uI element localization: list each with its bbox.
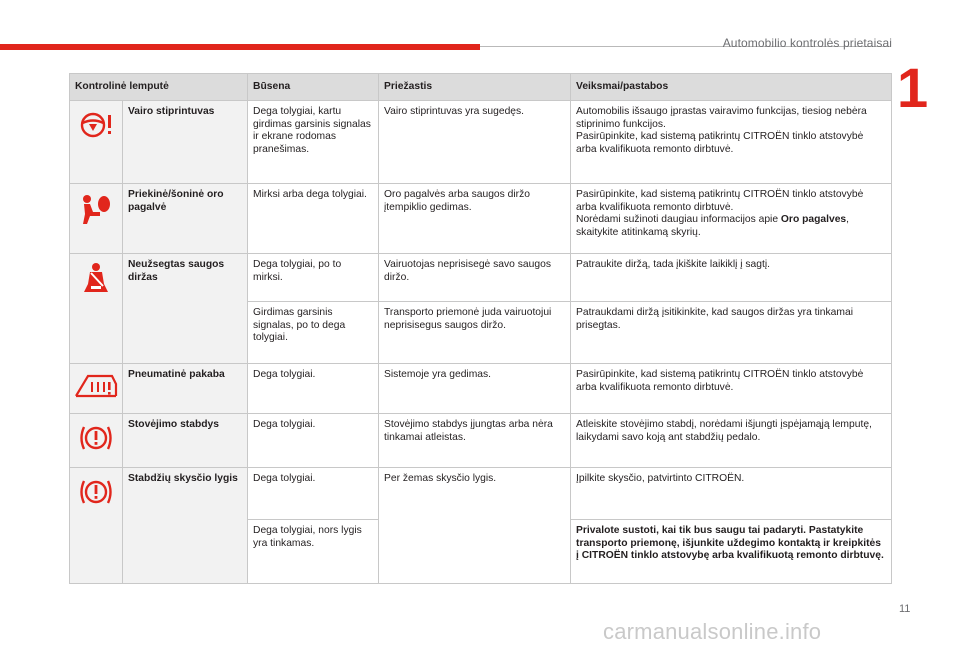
warning-name: Vairo stiprintuvas	[123, 101, 248, 184]
brake-fluid-icon	[70, 476, 122, 508]
column-header-actions: Veiksmai/pastabos	[571, 74, 892, 101]
action-text: Įpilkite skysčio, patvirtinto CITROËN.	[571, 468, 892, 520]
state-text: Dega tolygiai, nors lygis yra tinkamas.	[248, 520, 379, 584]
watermark-text: carmanualsonline.info	[603, 619, 822, 644]
section-title: Automobilio kontrolės prietaisai	[722, 36, 892, 50]
table-row	[70, 254, 892, 302]
parking-brake-icon	[70, 422, 122, 454]
chapter-number: 1	[897, 56, 929, 119]
icon-cell	[70, 101, 123, 184]
warning-name: Stabdžių skysčio lygis	[123, 468, 248, 584]
state-text: Dega tolygiai, po to mirksi.	[248, 254, 379, 302]
page-number: 11	[899, 603, 911, 615]
critical-action: Privalote sustoti, kai tik bus saugu tai padaryti. Pastatykite transporto priemonę, išjunkite uždegimo kontaktą ir kreipkitės į CITROËN tinklo atstovybę arba kvalifikuotą remonto dirbtuvę.	[576, 525, 884, 562]
header-accent-bar	[0, 44, 480, 50]
warning-name: Neužsegtas saugos diržas	[123, 254, 248, 364]
warning-name: Pneumatinė pakaba	[123, 364, 248, 414]
state-text: Dega tolygiai.	[248, 414, 379, 468]
airbag-icon	[70, 192, 122, 226]
action-text: Patraukite diržą, tada įkiškite laikiklį į sagtį.	[571, 254, 892, 302]
column-header-state: Būsena	[248, 74, 379, 101]
action-line: Pasirūpinkite, kad sistemą patikrintų CITROËN tinklo atstovybė arba kvalifikuota remonto dirbtuvė.	[576, 189, 864, 213]
icon-cell	[70, 468, 123, 584]
table-header-row	[70, 74, 892, 101]
action-text: Atleiskite stovėjimo stabdį, norėdami išjungti įspėjamąją lemputę, laikydami savo koją ant stabdžių pedalo.	[571, 414, 892, 468]
action-line: Automobilis išsaugo įprastas vairavimo funkcijas, tiesiog nebėra stiprinimo funkcijos.	[576, 106, 867, 130]
state-text: Girdimas garsinis signalas, po to dega tolygiai.	[248, 302, 379, 364]
action-text: Pasirūpinkite, kad sistemą patikrintų CITROËN tinklo atstovybė arba kvalifikuota remonto dirbtuvė.	[571, 364, 892, 414]
state-text: Mirksi arba dega tolygiai.	[248, 184, 379, 254]
column-header-warning-light: Kontrolinė lemputė	[70, 74, 248, 101]
table-row	[70, 364, 892, 414]
action-text	[571, 184, 892, 254]
air-suspension-icon	[70, 372, 122, 402]
warning-name: Stovėjimo stabdys	[123, 414, 248, 468]
state-text: Dega tolygiai.	[248, 468, 379, 520]
icon-cell	[70, 184, 123, 254]
action-text	[571, 520, 892, 584]
table-row	[70, 468, 892, 520]
action-line: Pasirūpinkite, kad sistemą patikrintų CITROËN tinklo atstovybė arba kvalifikuota remonto dirbtuvė.	[576, 131, 864, 155]
column-header-cause: Priežastis	[379, 74, 571, 101]
warning-lights-table	[69, 73, 892, 584]
action-text	[571, 101, 892, 184]
icon-cell	[70, 254, 123, 364]
table-row	[70, 101, 892, 184]
cause-text: Oro pagalvės arba saugos diržo įtempiklio gedimas.	[379, 184, 571, 254]
cause-text: Per žemas skysčio lygis.	[379, 468, 571, 584]
table-row	[70, 184, 892, 254]
action-line: Norėdami sužinoti daugiau informacijos apie Oro pagalves, skaitykite atitinkamą skyrių.	[576, 214, 850, 238]
table-row	[70, 414, 892, 468]
state-text: Dega tolygiai, kartu girdimas garsinis signalas ir ekrane rodomas pranešimas.	[248, 101, 379, 184]
icon-cell	[70, 364, 123, 414]
state-text: Dega tolygiai.	[248, 364, 379, 414]
cross-reference: Oro pagalves	[780, 214, 847, 226]
warning-name: Priekinė/šoninė oro pagalvė	[123, 184, 248, 254]
steering-wheel-warning-icon	[70, 109, 122, 141]
cause-text: Stovėjimo stabdys įjungtas arba nėra tinkamai atleistas.	[379, 414, 571, 468]
cause-text: Vairuotojas neprisisegė savo saugos diržo.	[379, 254, 571, 302]
cause-text: Vairo stiprintuvas yra sugedęs.	[379, 101, 571, 184]
cause-text: Transporto priemonė juda vairuotojui neprisisegus saugos diržo.	[379, 302, 571, 364]
seatbelt-icon	[70, 262, 122, 294]
icon-cell	[70, 414, 123, 468]
action-text: Patraukdami diržą įsitikinkite, kad saugos diržas yra tinkamai prisegtas.	[571, 302, 892, 364]
cause-text: Sistemoje yra gedimas.	[379, 364, 571, 414]
